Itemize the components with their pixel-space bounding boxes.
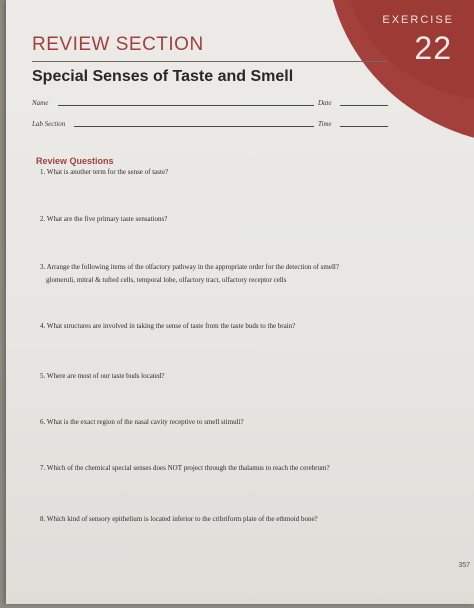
question-2: 2. What are the five primary taste sensations? [40,215,168,223]
title-divider [32,61,388,62]
exercise-label: EXERCISE [382,14,454,26]
question-8: 8. Which kind of sensory epithelium is located inferior to the cribriform plate of the ethmoid bone? [40,515,318,523]
review-questions-heading: Review Questions [36,156,114,166]
review-section-title: REVIEW SECTION [32,34,204,55]
question-7: 7. Which of the chemical special senses does NOT project through the thalamus to reach the cerebrum? [40,464,330,472]
question-5: 5. Where are most of our taste buds located? [40,372,165,380]
name-label: Name [32,99,49,107]
worksheet-page [6,0,474,604]
time-field[interactable] [340,126,388,127]
page-number: 357 [458,562,470,569]
page-title: Special Senses of Taste and Smell [32,68,294,85]
question-3-items: glomeruli, mitral & tufted cells, temporal lobe, olfactory tract, olfactory receptor cells [46,276,287,284]
exercise-number: 22 [414,30,452,66]
lab-section-field[interactable] [74,126,314,127]
question-1: 1. What is another term for the sense of taste? [40,168,169,176]
question-3: 3. Arrange the following items of the olfactory pathway in the appropriate order for the detection of smell? [40,263,339,271]
question-6: 6. What is the exact region of the nasal cavity receptive to smell stimuli? [40,418,244,426]
lab-section-label: Lab Section [32,120,66,128]
question-4: 4. What structures are involved in taking the sense of taste from the taste buds to the brain? [40,322,296,330]
time-label: Time [318,120,332,128]
date-label: Date [318,99,332,107]
name-field[interactable] [58,105,314,106]
date-field[interactable] [340,105,388,106]
